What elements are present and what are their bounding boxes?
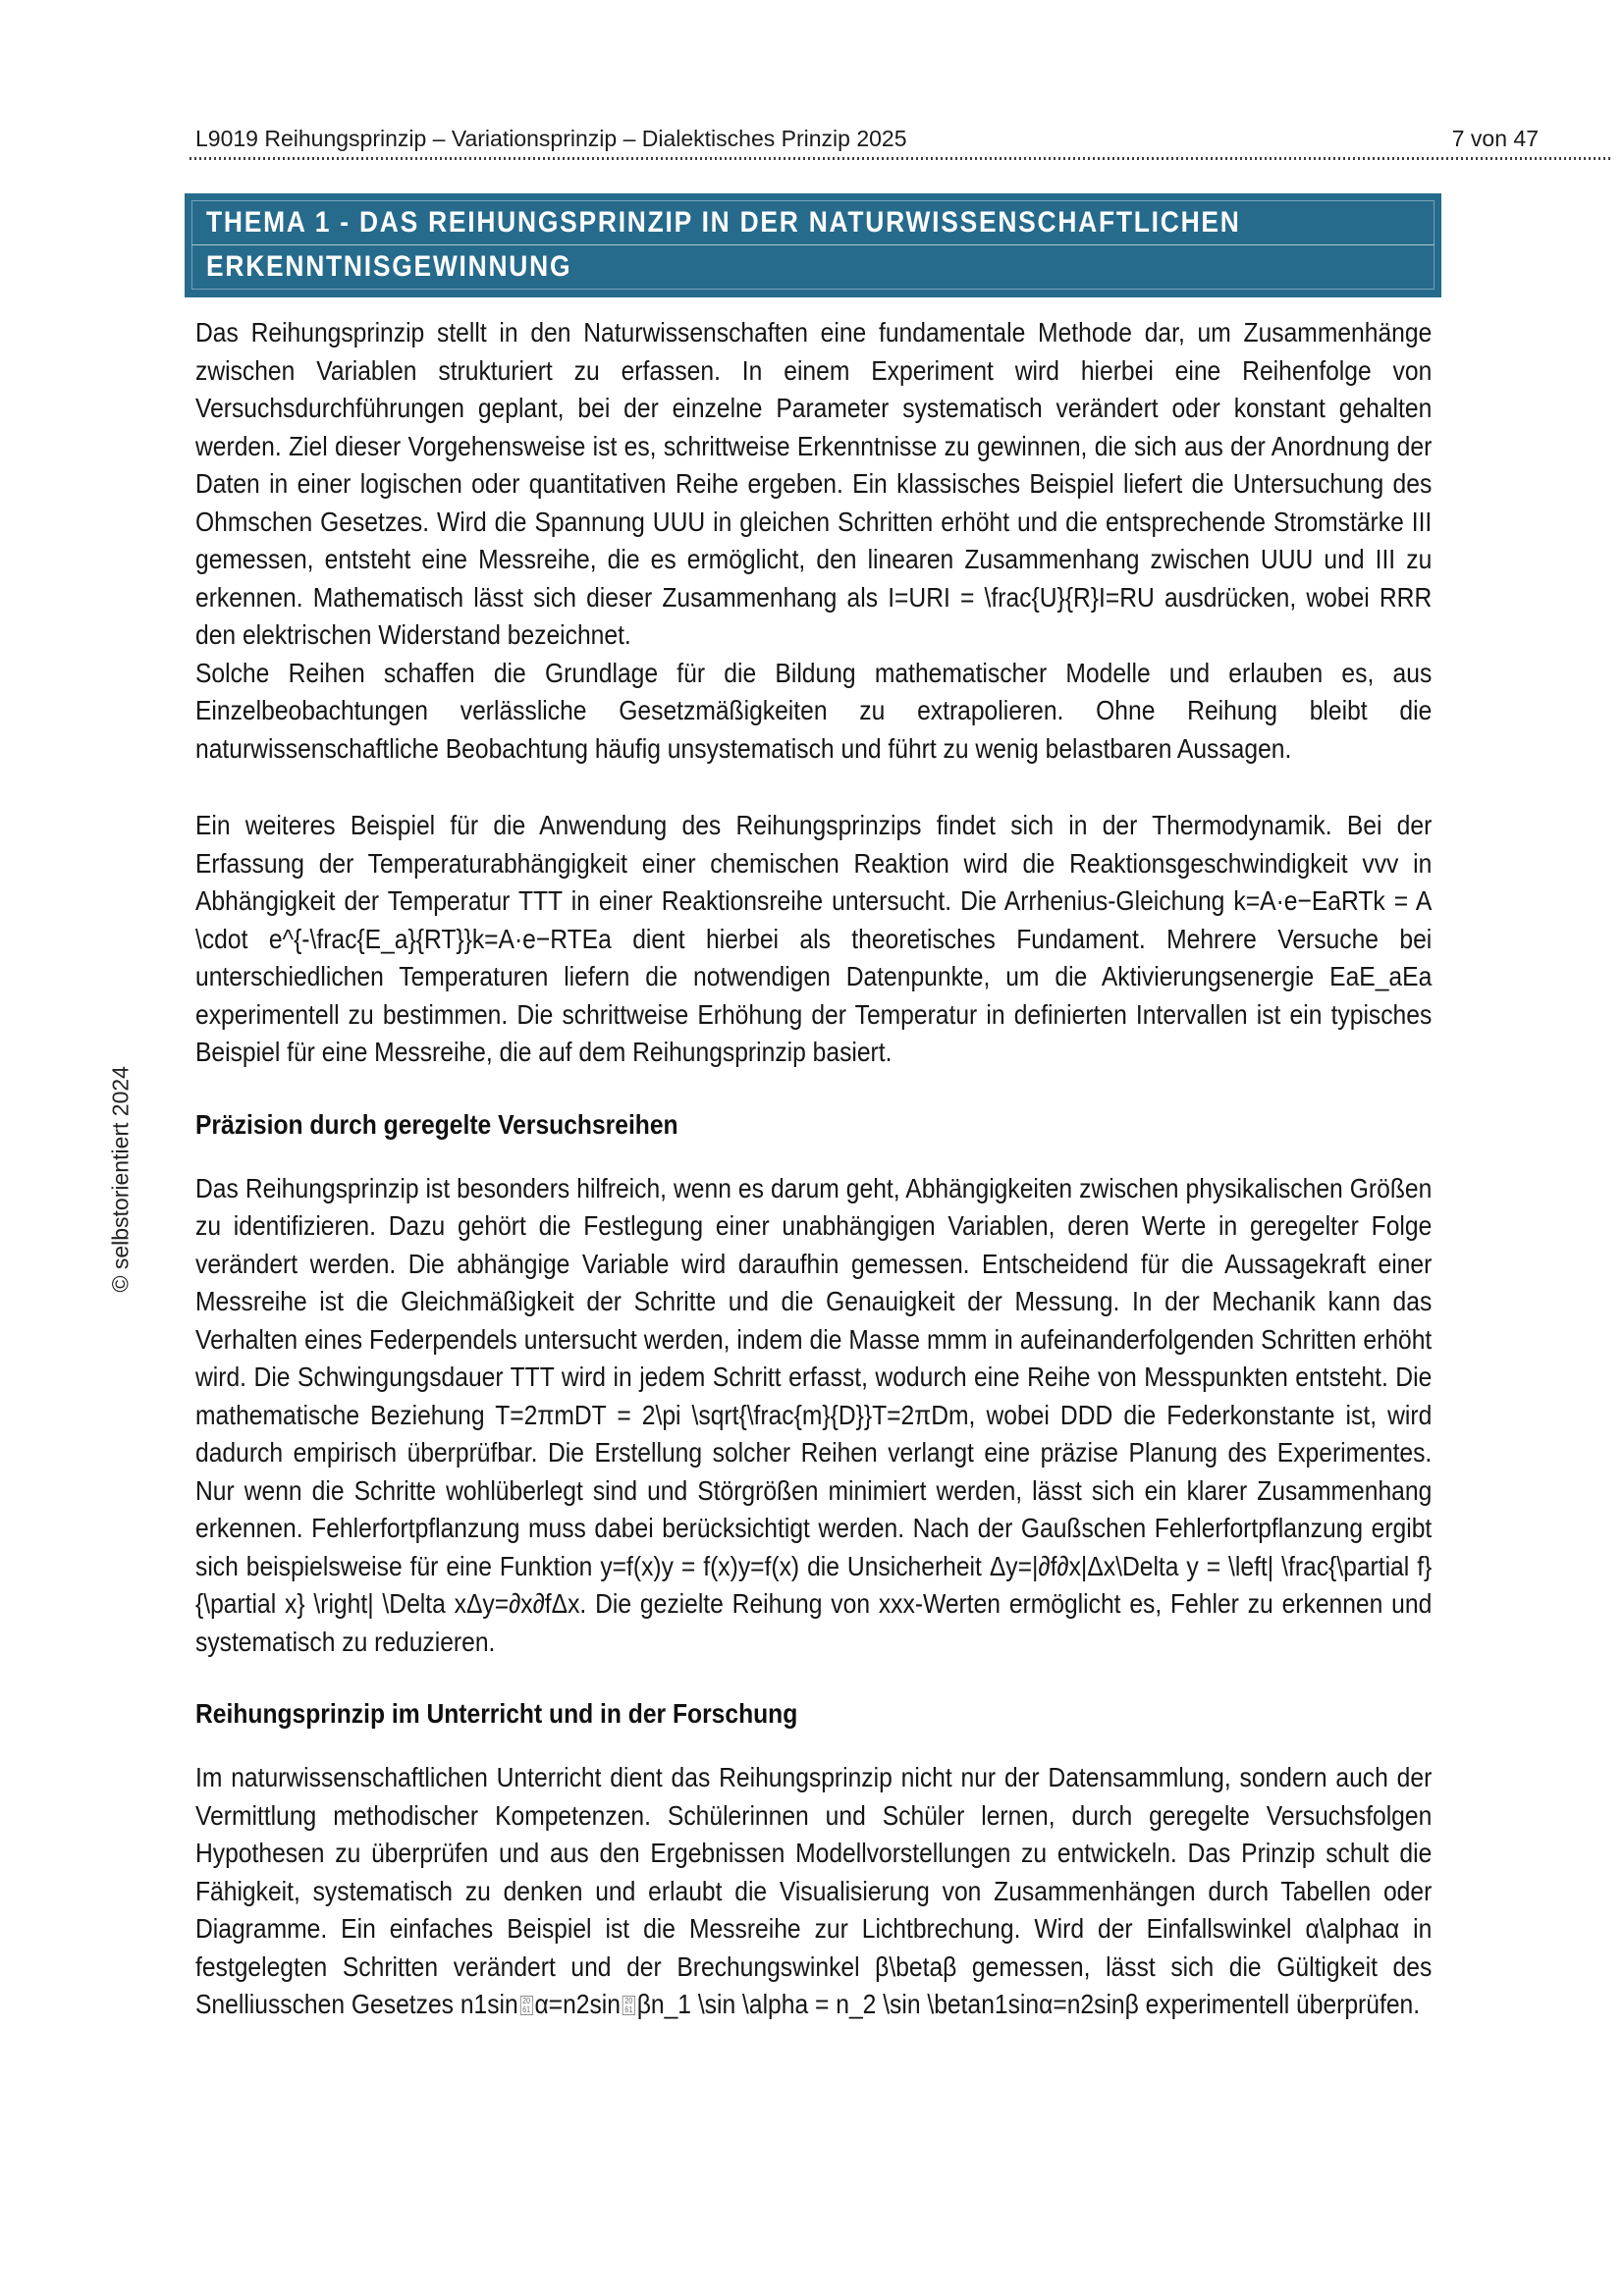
section-heading-praezision: Präzision durch geregelte Versuchsreihen bbox=[195, 1108, 678, 1140]
header-doc-title: L9019 Reihungsprinzip – Variationsprinzip – Dialektisches Prinzip 2025 bbox=[195, 126, 907, 151]
banner-title-row-1 bbox=[191, 200, 1435, 245]
section-heading-unterricht: Reihungsprinzip im Unterricht und in der Forschung bbox=[195, 1698, 798, 1729]
paragraph-praezision: Das Reihungsprinzip ist besonders hilfreich, wenn es darum geht, Abhängigkeiten zwischen physikalischen Größen zu identifizieren. Dazu gehört die Festlegung einer unabhängigen Variablen, deren Werte in geregelter Folge verändert werden. Die abhängige Variable wird daraufhin gemessen. Entscheidend für die Aussagekraft einer Messreihe ist die Gleichmäßigkeit der Schritte und die Genauigkeit der Messung. In der Mechanik kann das Verhalten eines Federpendels untersucht werden, indem die Masse mmm in aufeinanderfolgenden Schritten erhöht wird. Die Schwingungsdauer TTT wird in jedem Schritt erfasst, wodurch eine Reihe von Messpunkten entsteht. Die mathematische Beziehung T=2πmDT = 2\pi \sqrt{\frac{m}{D}}T=2πDm, wobei DDD die Federkonstante ist, wird dadurch empirisch überprüfbar. Die Erstellung solcher Reihen verlangt eine präzise Planung des Experimentes. Nur wenn die Schritte wohlüberlegt sind und Störgrößen minimiert werden, lässt sich ein klarer Zusammenhang erkennen. Fehlerfortpflanzung muss dabei berücksichtigt werden. Nach der Gaußschen Fehlerfortpflanzung ergibt sich beispielsweise für eine Funktion y=f(x)y = f(x)y=f(x) die Unsicherheit Δy=|∂f∂x|Δx\Delta y = \left| \frac{\partial f}{\partial x} \right| \Delta xΔy=∂x∂fΔx. Die gezielte Reihung von xxx-Werten ermöglicht es, Fehler zu erkennen und systematisch zu reduzieren. bbox=[195, 1172, 1433, 1657]
banner-title-line-2: ERKENNTNISGEWINNUNG bbox=[206, 250, 572, 283]
copyright-vertical-label: © selbstorientiert 2024 bbox=[107, 1066, 134, 1293]
theme-title-banner bbox=[185, 193, 1441, 297]
paragraph-unterricht: Im naturwissenschaftlichen Unterricht dient das Reihungsprinzip nicht nur der Datensammlung, sondern auch der Vermittlung methodischer Kompetenzen. Schülerinnen und Schüler lernen, durch geregelte Versuchsfolgen Hypothesen zu überprüfen und aus den Ergebnissen Modellvorstellungen zu entwickeln. Das Prinzip schult die Fähigkeit, systematisch zu denken und erlaubt die Visualisierung von Zusammenhängen durch Tabellen oder Diagramme. Ein einfaches Beispiel ist die Messreihe zur Lichtbrechung. Wird der Einfallswinkel α\alphaα in festgelegten Schritten verändert und der Brechungswinkel β\betaβ gemessen, lässt sich die Gültigkeit des Snelliusschen Gesetzes n1sin α=n2sin βn_1 \sin \alpha = n_2 \sin \betan1sinα=n2sinβ experimentell überprüfen. bbox=[195, 1762, 1433, 2019]
paragraph-thermodynamik: Ein weiteres Beispiel für die Anwendung des Reihungsprinzips findet sich in der Thermodynamik. Bei der Erfassung der Temperaturabhängigkeit einer chemischen Reaktion wird die Reaktionsgeschwindigkeit vvv in Abhängigkeit der Temperatur TTT in einer Reaktionsreihe untersucht. Die Arrhenius-Gleichung k=A·e−EaRTk = A \cdot e^{-\frac{E_a}{RT}}k=A·e−RTEa dient hierbei als theoretisches Fundament. Mehrere Versuche bei unterschiedlichen Temperaturen liefern die notwendigen Datenpunkte, um die Aktivierungsenergie EaE_aEa experimentell zu bestimmen. Die schrittweise Erhöhung der Temperatur in definierten Intervallen ist ein typisches Beispiel für eine Messreihe, die auf dem Reihungsprinzip basiert. bbox=[195, 810, 1433, 1067]
document-body bbox=[195, 314, 1432, 2024]
banner-title-row-2 bbox=[191, 244, 1435, 290]
banner-title-line-1: THEMA 1 - DAS REIHUNGSPRINZIP IN DER NATURWISSENSCHAFTLICHEN bbox=[206, 206, 1241, 239]
header-page-number: 7 von 47 bbox=[1451, 126, 1539, 151]
paragraph-reihen-modelle: Solche Reihen schaffen die Grundlage für die Bildung mathematischer Modelle und erlauben es, aus Einzelbeobachtungen verlässliche Gesetzmäßigkeiten zu extrapolieren. Ohne Reihung bleibt die naturwissenschaftliche Beobachtung häufig unsystematisch und führt zu wenig belastbaren Aussagen. bbox=[195, 657, 1433, 764]
paragraph-intro-ohmsches-gesetz: Das Reihungsprinzip stellt in den Naturwissenschaften eine fundamentale Methode dar, um Zusammenhänge zwischen Variablen strukturiert zu erfassen. In einem Experiment wird hierbei eine Reihenfolge von Versuchsdurchführungen geplant, bei der einzelne Parameter systematisch verändert oder konstant gehalten werden. Ziel dieser Vorgehensweise ist es, schrittweise Erkenntnisse zu gewinnen, die sich aus der Anordnung der Daten in einer logischen oder quantitativen Reihe ergeben. Ein klassisches Beispiel liefert die Untersuchung des Ohmschen Gesetzes. Wird die Spannung UUU in gleichen Schritten erhöht und die entsprechende Stromstärke III gemessen, entsteht eine Messreihe, die es ermöglicht, den linearen Zusammenhang zwischen UUU und III zu erkennen. Mathematisch lässt sich dieser Zusammenhang als I=URI = \frac{U}{R}I=RU ausdrücken, wobei RRR den elektrischen Widerstand bezeichnet. bbox=[195, 317, 1433, 650]
header-divider-rule bbox=[189, 157, 1610, 160]
